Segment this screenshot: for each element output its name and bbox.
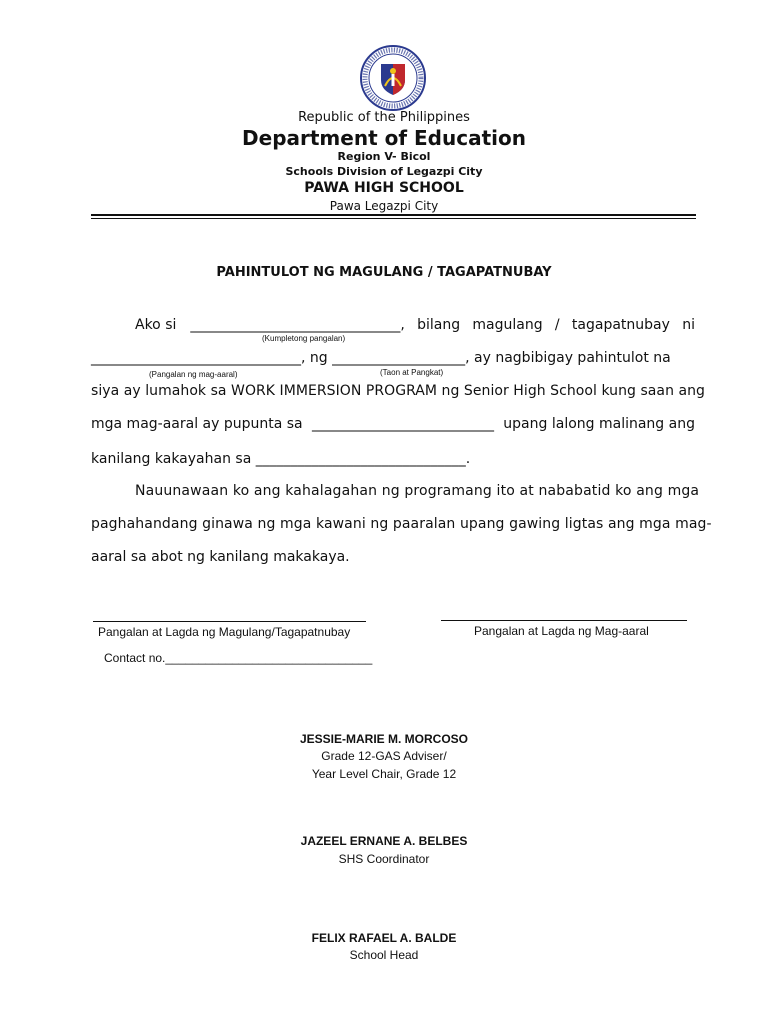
header-rule-thick: [91, 214, 696, 216]
header-region: Region V- Bicol: [337, 150, 431, 163]
signatory-coordinator-role: SHS Coordinator: [338, 852, 430, 866]
contact-number: [104, 651, 372, 665]
full-name-caption: (Kumpletong pangalan): [262, 334, 346, 343]
student-signature-line: [441, 620, 687, 621]
body-line-1-start: Ako si: [135, 317, 177, 333]
student-name-blank: ______________________________: [91, 350, 301, 366]
contact-blank: _______________________________: [165, 651, 373, 665]
body-line-5: [91, 450, 695, 468]
para2-line-3: aaral sa abot ng kanilang makakaya.: [91, 549, 350, 565]
body-line-2: [91, 349, 695, 367]
header-division: Schools Division of Legazpi City: [285, 165, 483, 178]
body-line-2-end: , ay nagbibigay pahintulot na: [465, 350, 671, 366]
full-name-blank: ______________________________: [190, 317, 401, 333]
year-section-caption: (Taon at Pangkat): [380, 368, 444, 377]
document-title: PAHINTULOT NG MAGULANG / TAGAPATNUBAY: [216, 265, 552, 280]
year-section-blank: ___________________: [332, 350, 466, 366]
body-line-2-mid: , ng: [301, 350, 328, 366]
deped-seal-icon: [359, 44, 427, 112]
parent-signature-line: [93, 621, 366, 622]
header-address: Pawa Legazpi City: [329, 199, 439, 213]
body-line-1-end: , bilang magulang / tagapatnubay ni: [400, 317, 695, 333]
header-rule-thin: [91, 218, 696, 219]
header-school: PAWA HIGH SCHOOL: [304, 180, 464, 196]
signatory-adviser-name: JESSIE-MARIE M. MORCOSO: [299, 732, 469, 746]
body-line-1: [91, 316, 695, 334]
signatory-coordinator-name: JAZEEL ERNANE A. BELBES: [300, 834, 468, 848]
contact-label: Contact no.: [104, 651, 166, 665]
header-department: Department of Education: [242, 126, 526, 150]
signatory-head-name: FELIX RAFAEL A. BALDE: [311, 931, 457, 945]
body-line-5-start: kanilang kakayahan sa: [91, 451, 252, 467]
student-signature-label: Pangalan at Lagda ng Mag-aaral: [474, 624, 649, 638]
body-line-4-start: mga mag-aaral ay pupunta sa: [91, 416, 303, 432]
signatory-adviser-role-1: Grade 12-GAS Adviser/: [321, 749, 447, 763]
body-line-4-end: upang lalong malinang ang: [503, 416, 695, 432]
signatory-adviser-role-2: Year Level Chair, Grade 12: [311, 767, 457, 781]
body-line-3: siya ay lumahok sa WORK IMMERSION PROGRAM ng Senior High School kung saan ang: [91, 383, 705, 399]
body-line-4: [91, 415, 695, 433]
parent-signature-label: Pangalan at Lagda ng Magulang/Tagapatnubay: [98, 625, 351, 639]
header-republic: Republic of the Philippines: [298, 110, 470, 125]
para2-line-1: Nauunawaan ko ang kahalagahan ng programang ito at nababatid ko ang mga: [135, 483, 700, 499]
destination-blank: __________________________: [311, 416, 494, 432]
skills-blank: ______________________________.: [255, 451, 471, 467]
para2-line-2: paghahandang ginawa ng mga kawani ng paaralan upang gawing ligtas ang mga mag-: [91, 516, 712, 532]
signatory-head-role: School Head: [349, 948, 419, 962]
student-name-caption: (Pangalan ng mag-aaral): [149, 370, 238, 379]
